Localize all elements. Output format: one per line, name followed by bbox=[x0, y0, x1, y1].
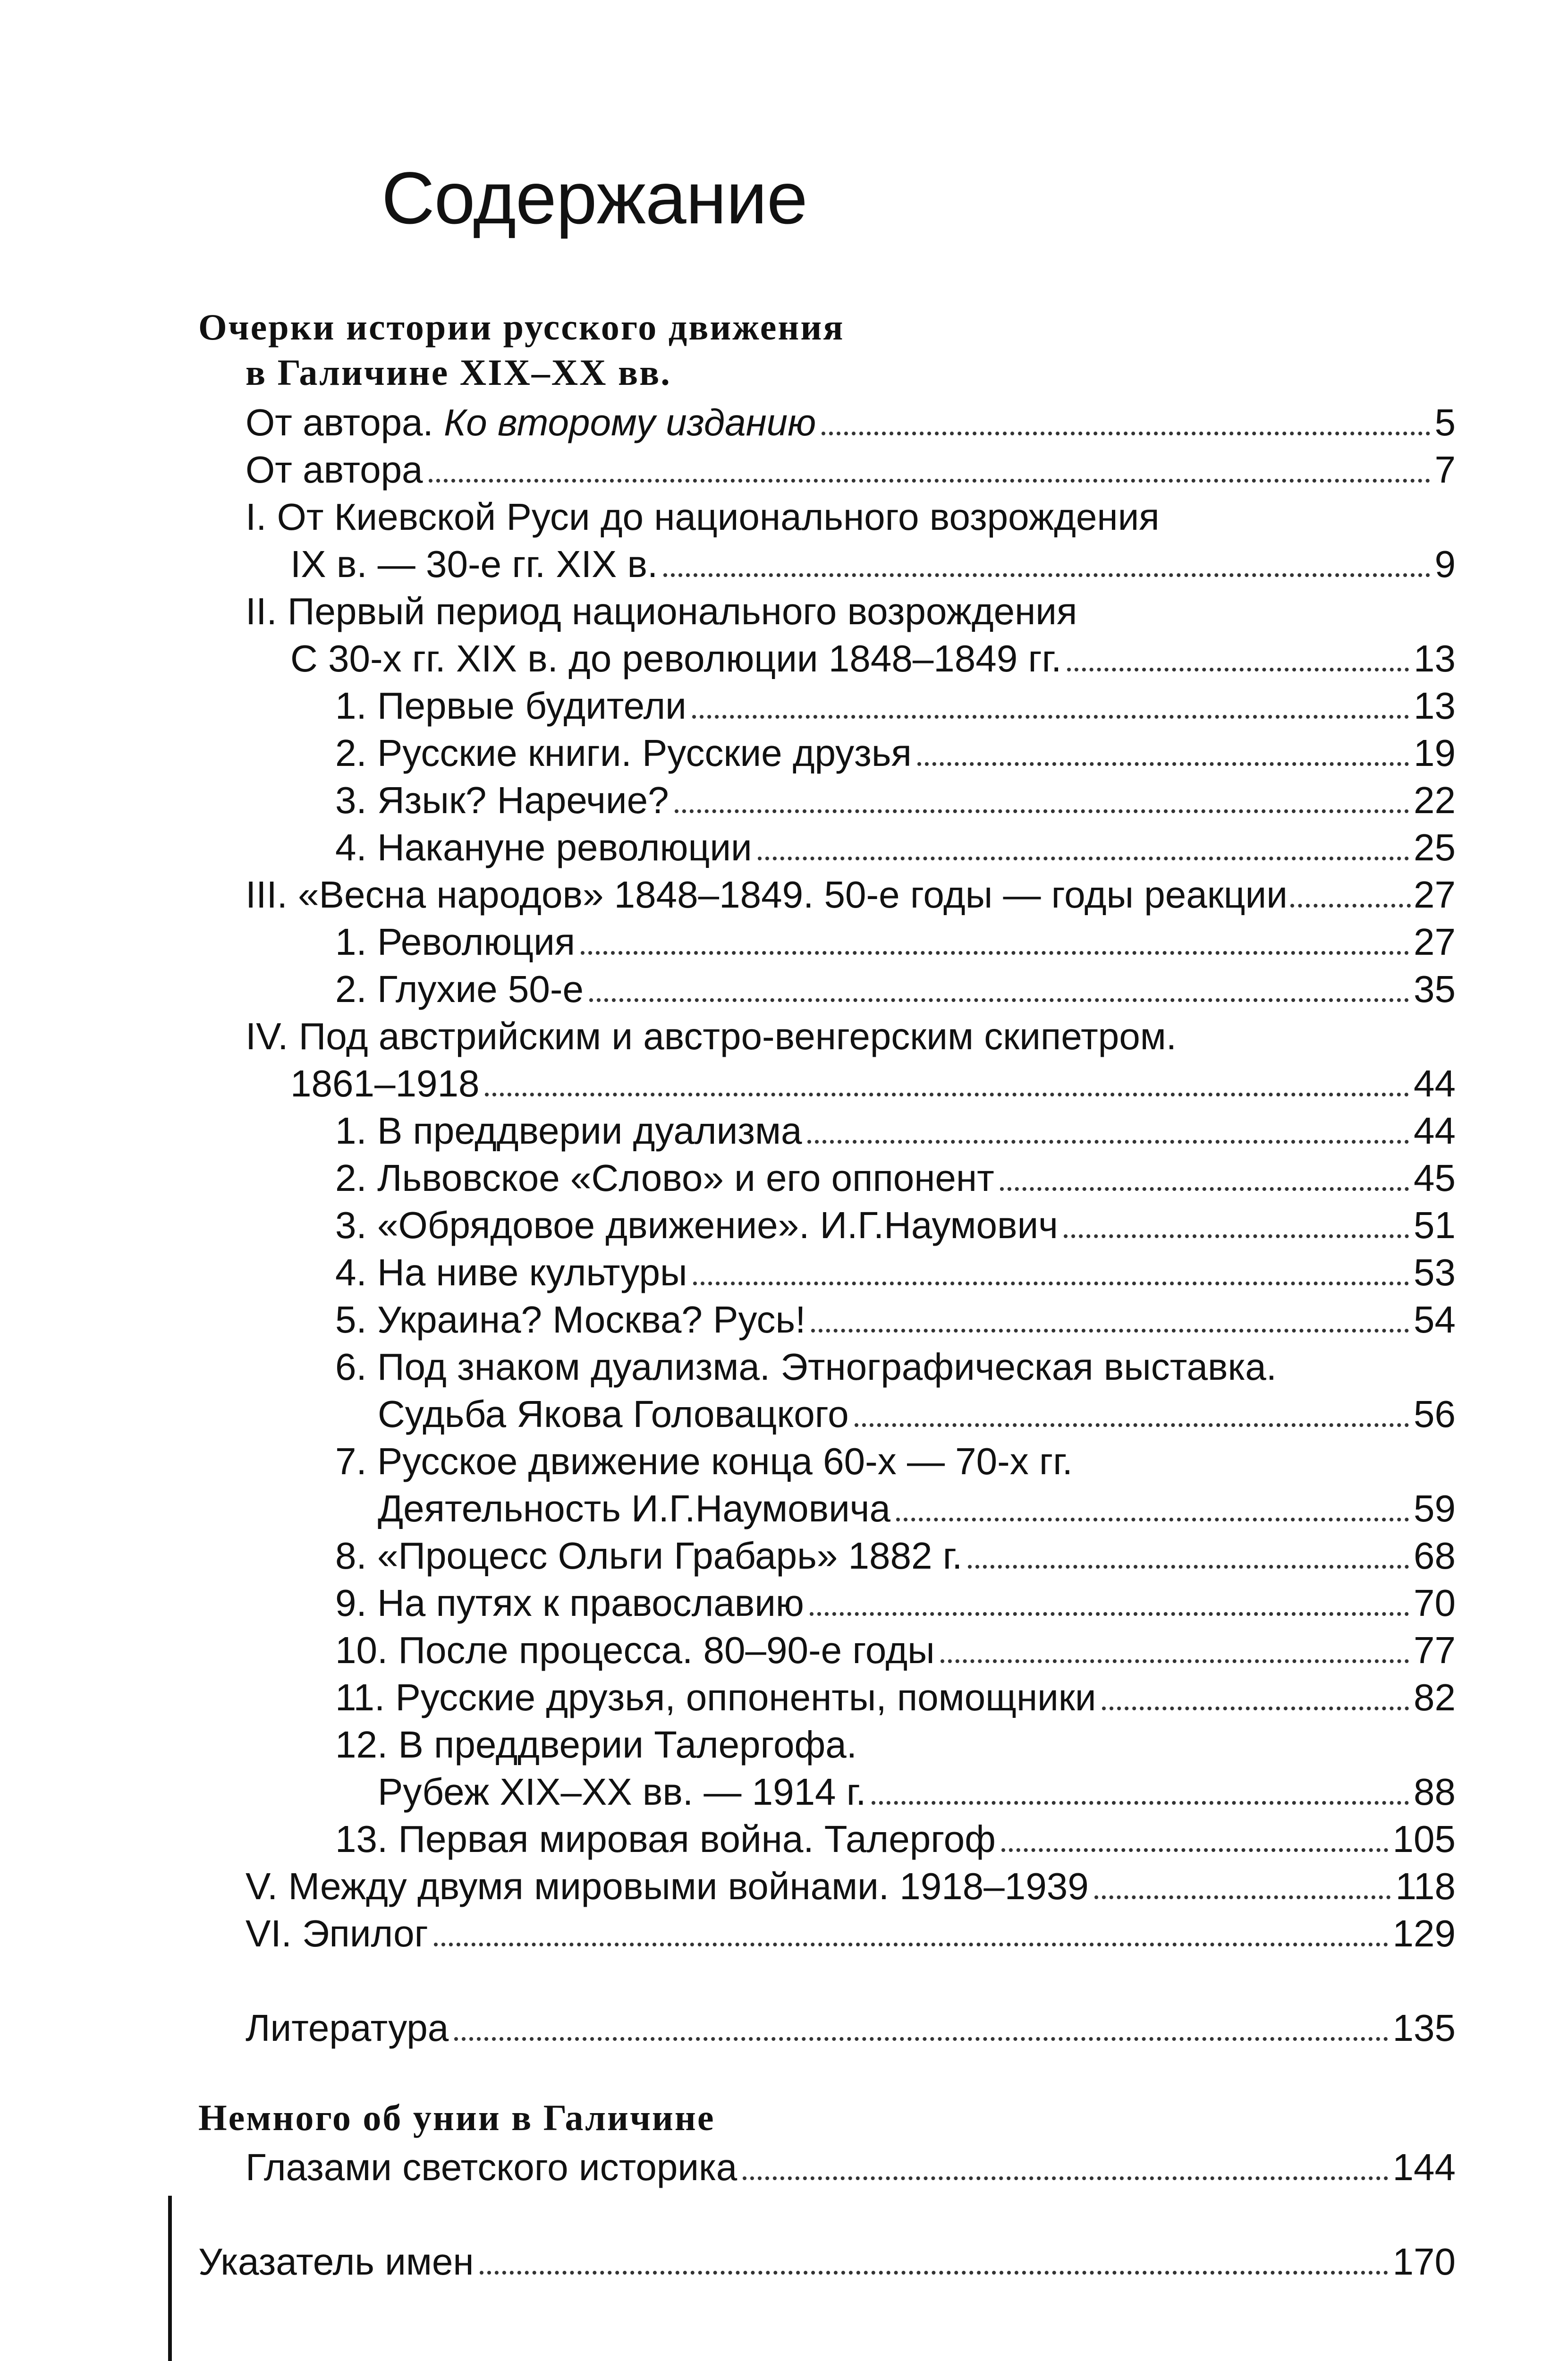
toc-entry bbox=[335, 682, 1456, 730]
toc-page-number: 27 bbox=[1414, 921, 1456, 963]
toc-entry bbox=[246, 871, 1456, 918]
toc-entry bbox=[335, 966, 1456, 1013]
toc-entry-title: 1. В преддверии дуализма bbox=[335, 1110, 802, 1152]
toc-page-number: 25 bbox=[1414, 826, 1456, 868]
toc-entry bbox=[335, 824, 1456, 871]
dot-leader bbox=[485, 1070, 1409, 1096]
toc-page-number: 44 bbox=[1414, 1110, 1456, 1152]
toc-entry-title: 4. На ниве культуры bbox=[335, 1251, 687, 1293]
toc-entry bbox=[335, 1202, 1456, 1249]
toc-section-title: 6. Под знаком дуализма. Этнографическая выставка. bbox=[335, 1346, 1277, 1388]
toc-entry-title: Глазами светского историка bbox=[246, 2146, 737, 2188]
toc-entry bbox=[378, 1391, 1456, 1438]
section-heading: Немного об унии в Галичине bbox=[198, 2097, 715, 2138]
toc-entry-title: 10. После процесса. 80–90-е годы bbox=[335, 1629, 935, 1671]
toc-entry bbox=[378, 1768, 1456, 1816]
toc-entry-title: Судьба Якова Головацкого bbox=[378, 1393, 849, 1435]
toc-entry-title: 3. Язык? Наречие? bbox=[335, 779, 669, 821]
dot-leader bbox=[896, 1495, 1409, 1521]
toc-page-number: 105 bbox=[1392, 1818, 1456, 1860]
toc-entry bbox=[246, 446, 1456, 493]
toc-entry-title: 4. Накануне революции bbox=[335, 826, 752, 868]
toc-entry bbox=[335, 1249, 1456, 1296]
dot-leader bbox=[429, 456, 1430, 483]
dot-leader bbox=[693, 1259, 1409, 1285]
toc-entry bbox=[378, 1485, 1456, 1532]
toc-entry bbox=[335, 1107, 1456, 1155]
toc-chapter-title: I. От Киевской Руси до национального возрождения bbox=[246, 496, 1160, 538]
dot-leader bbox=[1067, 645, 1409, 671]
page-title: Содержание bbox=[381, 157, 807, 239]
dot-leader bbox=[855, 1401, 1409, 1427]
toc-page-number: 27 bbox=[1414, 874, 1456, 916]
section-heading-cont: в Галичине XIX–XX вв. bbox=[246, 352, 671, 393]
toc-entry bbox=[246, 1863, 1456, 1910]
toc-section-title: 7. Русское движение конца 60-х — 70-х гг. bbox=[335, 1440, 1073, 1482]
toc-page-number: 77 bbox=[1414, 1629, 1456, 1671]
toc-entry-title: 2. Глухие 50-е bbox=[335, 968, 584, 1010]
toc-entry-title: VI. Эпилог bbox=[246, 1912, 428, 1954]
toc-entry-title: 1. Революция bbox=[335, 921, 576, 963]
toc-entry bbox=[335, 730, 1456, 777]
toc-entry bbox=[335, 1816, 1456, 1863]
toc-page-number: 9 bbox=[1434, 543, 1456, 585]
toc-entry-title: От автора bbox=[246, 449, 423, 491]
dot-leader bbox=[872, 1778, 1409, 1805]
toc-page-number: 59 bbox=[1414, 1487, 1456, 1529]
dot-leader bbox=[758, 834, 1409, 860]
toc-entry bbox=[290, 1060, 1456, 1107]
toc-page-number: 13 bbox=[1414, 637, 1456, 679]
toc-page-number: 170 bbox=[1392, 2241, 1456, 2283]
toc-entry bbox=[335, 1627, 1456, 1674]
toc-entry bbox=[335, 1155, 1456, 1202]
toc-page-number: 54 bbox=[1414, 1299, 1456, 1341]
toc-page-number: 53 bbox=[1414, 1251, 1456, 1293]
toc-entry bbox=[246, 2144, 1456, 2191]
dot-leader bbox=[810, 1589, 1409, 1616]
toc-entry-title: С 30-х гг. XIX в. до революции 1848–1849 гг. bbox=[290, 637, 1062, 679]
toc-entry bbox=[335, 1296, 1456, 1343]
dot-leader bbox=[589, 976, 1409, 1002]
toc-entry-title: IX в. — 30-е гг. XIX в. bbox=[290, 543, 658, 585]
margin-rule bbox=[168, 2196, 172, 2361]
toc-page-number: 82 bbox=[1414, 1676, 1456, 1718]
toc-page-number: 129 bbox=[1392, 1912, 1456, 1954]
dot-leader bbox=[1102, 1684, 1409, 1710]
toc-entry-title: Деятельность И.Г.Наумовича bbox=[378, 1487, 890, 1529]
toc-page-number: 56 bbox=[1414, 1393, 1456, 1435]
toc-entry bbox=[198, 2238, 1456, 2285]
toc-page-number: 70 bbox=[1414, 1582, 1456, 1624]
dot-leader bbox=[917, 739, 1409, 766]
toc-entry bbox=[335, 777, 1456, 824]
toc-page-number: 5 bbox=[1434, 401, 1456, 443]
toc-entry-title: 11. Русские друзья, оппоненты, помощники bbox=[335, 1676, 1096, 1718]
toc-page-number: 45 bbox=[1414, 1157, 1456, 1199]
toc-entry bbox=[335, 1674, 1456, 1721]
dot-leader bbox=[434, 1920, 1388, 1946]
dot-leader bbox=[968, 1542, 1409, 1569]
dot-leader bbox=[1001, 1826, 1388, 1852]
toc-entry bbox=[335, 1580, 1456, 1627]
toc-entry-title: 1. Первые будители bbox=[335, 685, 687, 727]
dot-leader bbox=[480, 2248, 1388, 2275]
toc-page-number: 35 bbox=[1414, 968, 1456, 1010]
dot-leader bbox=[811, 1306, 1409, 1333]
toc-entry-title: 2. Русские книги. Русские друзья bbox=[335, 732, 912, 774]
dot-leader bbox=[1064, 1212, 1409, 1238]
section-heading: Очерки истории русского движения bbox=[198, 306, 845, 348]
toc-page-number: 51 bbox=[1414, 1204, 1456, 1246]
toc-page-number: 19 bbox=[1414, 732, 1456, 774]
toc-page-number: 13 bbox=[1414, 685, 1456, 727]
toc-entry-title: 3. «Обрядовое движение». И.Г.Наумович bbox=[335, 1204, 1058, 1246]
dot-leader bbox=[692, 692, 1409, 719]
dot-leader bbox=[1094, 1873, 1391, 1899]
toc-entry-title: 1861–1918 bbox=[290, 1062, 480, 1104]
dot-leader bbox=[1000, 1164, 1409, 1191]
toc-entry-title: III. «Весна народов» 1848–1849. 50-е годы — годы реакции bbox=[246, 874, 1288, 916]
toc-entry bbox=[246, 399, 1456, 446]
dot-leader bbox=[1290, 881, 1411, 908]
toc-entry-title: Литература bbox=[246, 2007, 449, 2049]
toc-entry bbox=[290, 541, 1456, 588]
toc-section-title: 12. В преддверии Талергофа. bbox=[335, 1724, 857, 1766]
dot-leader bbox=[581, 928, 1409, 955]
toc-entry-title: 2. Львовское «Слово» и его оппонент bbox=[335, 1157, 994, 1199]
dot-leader bbox=[663, 551, 1430, 577]
toc-entry bbox=[246, 1910, 1456, 1957]
dot-leader bbox=[743, 2154, 1388, 2180]
toc-entry bbox=[335, 1532, 1456, 1580]
toc-entry bbox=[335, 918, 1456, 966]
toc-entry-title: Указатель имен bbox=[198, 2241, 474, 2283]
toc-chapter-title: II. Первый период национального возрождения bbox=[246, 590, 1077, 632]
dot-leader bbox=[941, 1637, 1409, 1663]
toc-page-number: 7 bbox=[1434, 449, 1456, 491]
toc-entry bbox=[290, 635, 1456, 682]
toc-entry-title: 13. Первая мировая война. Талергоф bbox=[335, 1818, 996, 1860]
toc-entry bbox=[246, 2004, 1456, 2052]
dot-leader bbox=[822, 409, 1430, 435]
toc-page-number: 68 bbox=[1414, 1535, 1456, 1577]
toc-entry-title: 9. На путях к православию bbox=[335, 1582, 804, 1624]
dot-leader bbox=[807, 1117, 1409, 1144]
toc-page-number: 118 bbox=[1395, 1865, 1456, 1907]
toc-chapter-title: IV. Под австрийским и австро-венгерским скипетром. bbox=[246, 1015, 1177, 1057]
dot-leader bbox=[675, 787, 1409, 813]
toc-page-number: 135 bbox=[1392, 2007, 1456, 2049]
toc-page-number: 88 bbox=[1414, 1771, 1456, 1813]
toc-entry-title: V. Между двумя мировыми войнами. 1918–1939 bbox=[246, 1865, 1089, 1907]
toc-entry-title: 5. Украина? Москва? Русь! bbox=[335, 1299, 806, 1341]
toc-page-number: 44 bbox=[1414, 1062, 1456, 1104]
dot-leader bbox=[454, 2014, 1388, 2041]
toc-entry-title: Рубеж XIX–XX вв. — 1914 г. bbox=[378, 1771, 866, 1813]
toc-entry-subtitle: Ко второму изданию bbox=[444, 401, 816, 443]
toc-entry-title: 8. «Процесс Ольги Грабарь» 1882 г. bbox=[335, 1535, 963, 1577]
toc-page-number: 22 bbox=[1414, 779, 1456, 821]
toc-page-number: 144 bbox=[1392, 2146, 1456, 2188]
toc-entry-title: От автора. Ко второму изданию bbox=[246, 401, 816, 443]
